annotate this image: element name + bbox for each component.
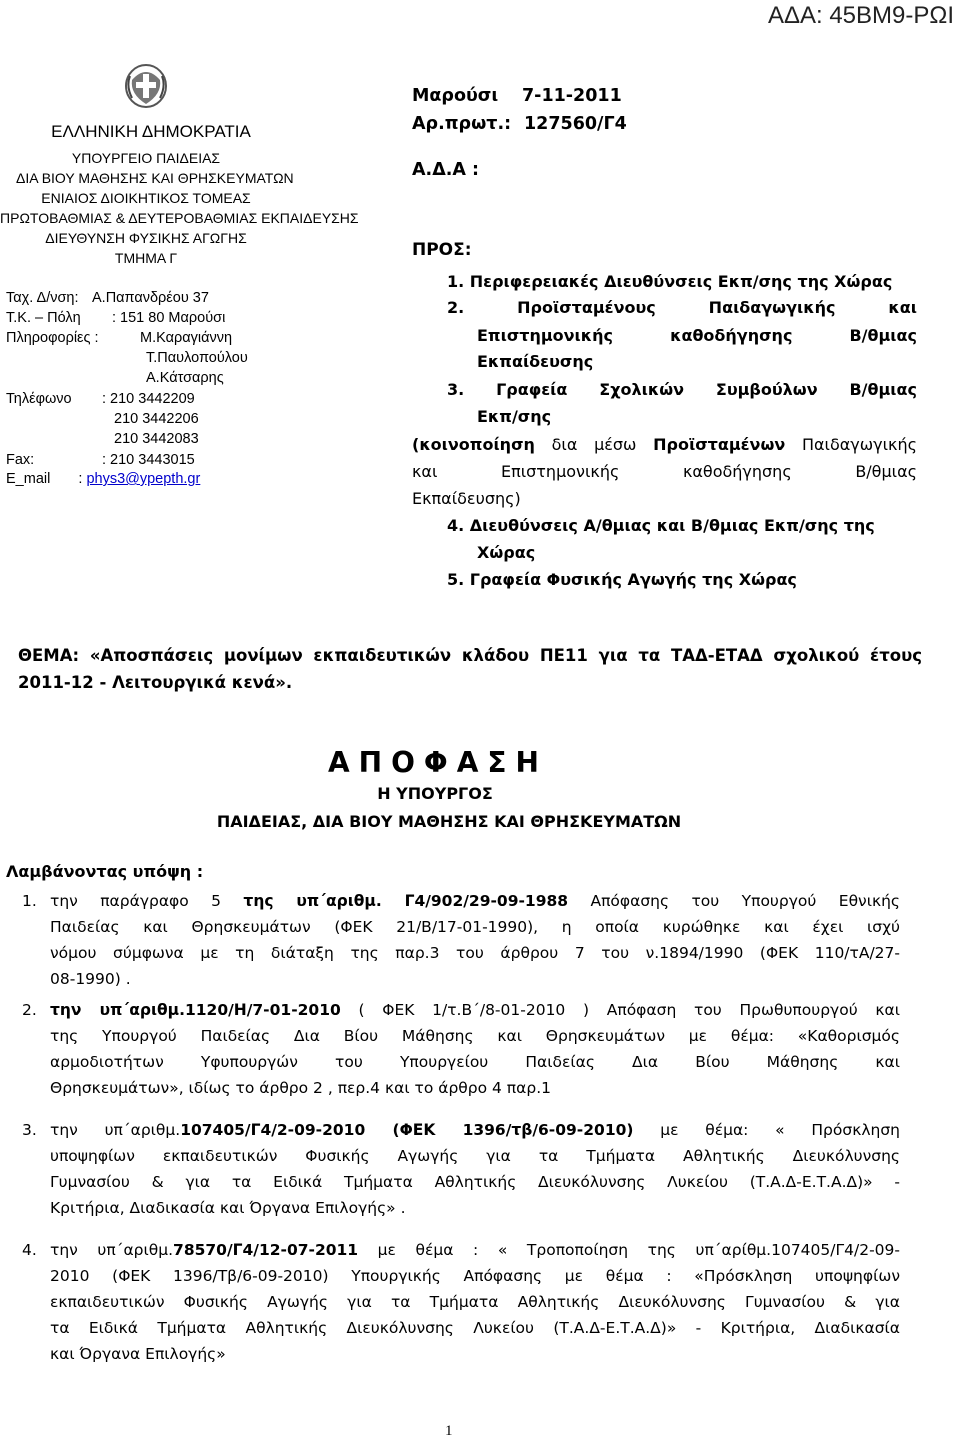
coat-of-arms-icon <box>124 60 168 108</box>
item-1-line1 <box>50 892 900 910</box>
ada-label: Α.Δ.Α : <box>412 160 480 180</box>
info-name-2: Τ.Παυλοπούλου <box>146 350 248 366</box>
item-3-line4: Κριτήρια, Διαδικασία και Όργανα Επιλογής» . <box>50 1199 406 1217</box>
item-1-c: Απόφασης του Υπουργού Εθνικής <box>568 892 901 910</box>
item-3-line1 <box>50 1121 900 1139</box>
ada-watermark: ΑΔΑ: 45ΒΜ9-ΡΩΙ <box>767 2 954 29</box>
item-1-a: την παράγραφο 5 <box>50 892 244 910</box>
cc-via: δια μέσω <box>534 435 654 454</box>
item-4-c: με θέμα : « Τροποποίηση της υπ΄αρίθμ.107405/Γ4/2-09- <box>358 1241 900 1259</box>
issuer-sector: ΕΝΙΑΙΟΣ ΔΙΟΙΚΗΤΙΚΟΣ ΤΟΜΕΑΣ <box>41 190 251 206</box>
cc-line1 <box>412 435 917 454</box>
item-4-line2: 2010 (ΦΕΚ 1396/Τβ/6-09-2010) Υπουργικής Απόφασης με θέμα : «Πρόσκληση υποψηφίων <box>50 1267 900 1285</box>
recipient-2-line1: 2. Προϊσταμένους Παιδαγωγικής και <box>447 298 917 317</box>
considering-label: Λαμβάνοντας υπόψη : <box>6 862 204 881</box>
recipient-4-line2: Χώρας <box>477 543 536 562</box>
cc-line3: Εκπαίδευσης) <box>412 489 521 508</box>
fax-label: Fax: <box>6 452 35 468</box>
cc-rest: Παιδαγωγικής <box>785 435 918 454</box>
decision-author-2: ΠΑΙΔΕΙΑΣ, ΔΙΑ ΒΙΟΥ ΜΑΘΗΣΗΣ ΚΑΙ ΘΡΗΣΚΕΥΜΑΤΩΝ <box>216 812 682 831</box>
subject-line2: 2011-12 - Λειτουργικά κενά». <box>18 673 293 692</box>
doc-date: 7-11-2011 <box>522 86 622 106</box>
issuer-sector-2: ΠΡΩΤΟΒΑΘΜΙΑΣ & ΔΕΥΤΕΡΟΒΑΘΜΙΑΣ ΕΚΠΑΙΔΕΥΣΗΣ <box>0 210 359 226</box>
page-number: 1 <box>445 1423 453 1439</box>
item-2-b: ( ΦΕΚ 1/τ.Β΄/8-01-2010 ) Απόφαση του Πρωθυπουργού και <box>340 1001 900 1019</box>
item-1-num: 1. <box>22 892 37 910</box>
zip-label: Τ.Κ. – Πόλη <box>6 310 81 326</box>
item-4-line5: και Όργανα Επιλογής» <box>50 1345 226 1363</box>
decision-title: ΑΠΟΦΑΣΗ <box>328 746 548 779</box>
issuer-directorate: ΔΙΕΥΘΥΝΣΗ ΦΥΣΙΚΗΣ ΑΓΩΓΗΣ <box>45 230 247 246</box>
item-3-a: την υπ΄αριθμ. <box>50 1121 181 1139</box>
phone-2: 210 3442206 <box>114 411 199 427</box>
item-4-a: την υπ΄αριθμ. <box>50 1241 174 1259</box>
phone-1: : 210 3442209 <box>102 391 195 407</box>
item-3-num: 3. <box>22 1121 37 1139</box>
item-3-line2: υποψηφίων εκπαιδευτικών Φυσικής Αγωγής για τα Τμήματα Αθλητικής Διευκόλυνσης <box>50 1147 900 1165</box>
recipient-2-line3: Εκπαίδευσης <box>477 352 594 371</box>
item-2-num: 2. <box>22 1001 37 1019</box>
cc-line2: και Επιστημονικής καθοδήγησης Β/θμιας <box>412 462 917 481</box>
item-4-b: 78570/Γ4/12-07-2011 <box>173 1241 359 1259</box>
recipient-4-line1: 4. Διευθύνσεις Α/θμιας και Β/θμιας Εκπ/σης της <box>447 516 875 535</box>
item-4-num: 4. <box>22 1241 37 1259</box>
item-3-c: με θέμα: « Πρόσκληση <box>633 1121 900 1139</box>
recipients-label: ΠΡΟΣ: <box>412 240 472 260</box>
address-label: Ταχ. Δ/νση: <box>6 290 79 306</box>
item-2-line2: της Υπουργού Παιδείας Δια Βίου Μάθησης και Θρησκευμάτων με θέμα: «Καθορισμός <box>50 1027 900 1045</box>
cc-open: (κοινοποίηση <box>412 435 535 454</box>
cc-heads: Προϊσταμένων <box>653 435 786 454</box>
item-2-a: την υπ΄αριθμ.1120/Η/7-01-2010 <box>50 1001 341 1019</box>
info-name-3: Α.Κάτσαρης <box>146 370 224 386</box>
protocol-label: Αρ.πρωτ.: <box>412 114 512 134</box>
recipient-2-line2: Επιστημονικής καθοδήγησης Β/θμιας <box>477 326 917 345</box>
item-1-line3: νόμου σύμφωνα με τη διάταξη της παρ.3 του άρθρου 7 του ν.1894/1990 (ΦΕΚ 110/τΑ/27- <box>50 944 900 962</box>
issuer-country: ΕΛΛΗΝΙΚΗ ΔΗΜΟΚΡΑΤΙΑ <box>51 122 251 141</box>
recipient-3-line1: 3. Γραφεία Σχολικών Συμβούλων Β/θμιας <box>447 380 917 399</box>
item-1-line4: 08-1990) . <box>50 970 131 988</box>
item-4-line3: εκπαιδευτικών Φυσικής Αγωγής για τα Τμήματα Αθλητικής Διευκόλυνσης Γυμνασίου & για <box>50 1293 900 1311</box>
zip-value: : 151 80 Μαρούσι <box>112 310 226 326</box>
item-1-line2: Παιδείας και Θρησκευμάτων (ΦΕΚ 21/Β/17-01-1990), η οποία κυρώθηκε και έχει ισχύ <box>50 918 900 936</box>
issuer-department: ΤΜΗΜΑ Γ <box>114 250 178 266</box>
email-sep: : <box>78 471 87 487</box>
recipient-1: 1. Περιφερειακές Διευθύνσεις Εκπ/σης της Χώρας <box>447 272 893 291</box>
issuer-ministry: ΥΠΟΥΡΓΕΙΟ ΠΑΙΔΕΙΑΣ <box>71 150 221 166</box>
info-name-1: Μ.Καραγιάννη <box>140 330 233 346</box>
issuer-ministry-2: ΔΙΑ ΒΙΟΥ ΜΑΘΗΣΗΣ ΚΑΙ ΘΡΗΣΚΕΥΜΑΤΩΝ <box>16 170 294 186</box>
email-label: E_mail <box>6 471 51 487</box>
protocol-value: 127560/Γ4 <box>524 114 627 134</box>
recipient-3-line2: Εκπ/σης <box>477 407 552 426</box>
recipient-5: 5. Γραφεία Φυσικής Αγωγής της Χώρας <box>447 570 797 589</box>
item-2-line1 <box>50 1001 900 1019</box>
email-link[interactable]: phys3@ypepth.gr <box>86 471 201 487</box>
subject-line1: ΘΕΜΑ: «Αποσπάσεις μονίμων εκπαιδευτικών κλάδου ΠΕ11 για τα ΤΑΔ-ΕΤΑΔ σχολικού έτους <box>18 646 922 665</box>
item-1-b: της υπ΄αριθμ. Γ4/902/29-09-1988 <box>243 892 569 910</box>
phone-label: Τηλέφωνο <box>6 391 72 407</box>
item-4-line1 <box>50 1241 900 1259</box>
item-2-line4: Θρησκευμάτων», ιδίως το άρθρο 2 , περ.4 και το άρθρο 4 παρ.1 <box>50 1079 551 1097</box>
item-2-line3: αρμοδιοτήτων Υφυπουργών του Υπουργείου Παιδείας Δια Βίου Μάθησης και <box>50 1053 900 1071</box>
item-3-b: 107405/Γ4/2-09-2010 (ΦΕΚ 1396/τβ/6-09-2010) <box>180 1121 634 1139</box>
item-3-line3: Γυμνασίου & για τα Ειδικά Τμήματα Αθλητικής Διευκόλυνσης Λυκείου (Τ.Α.Δ-Ε.Τ.Α.Δ)» - <box>50 1173 900 1191</box>
item-4-line4: τα Ειδικά Τμήματα Αθλητικής Διευκόλυνσης Λυκείου (Τ.Α.Δ-Ε.Τ.Α.Δ)» - Κριτήρια, Διαδικασία <box>50 1319 900 1337</box>
decision-author: Η ΥΠΟΥΡΓΟΣ <box>377 784 493 803</box>
address-value: Α.Παπανδρέου 37 <box>92 290 209 306</box>
email-row <box>6 471 200 487</box>
phone-3: 210 3442083 <box>114 431 199 447</box>
info-label: Πληροφορίες : <box>6 330 99 346</box>
fax-value: : 210 3443015 <box>102 452 195 468</box>
place-label: Μαρούσι <box>412 86 499 106</box>
